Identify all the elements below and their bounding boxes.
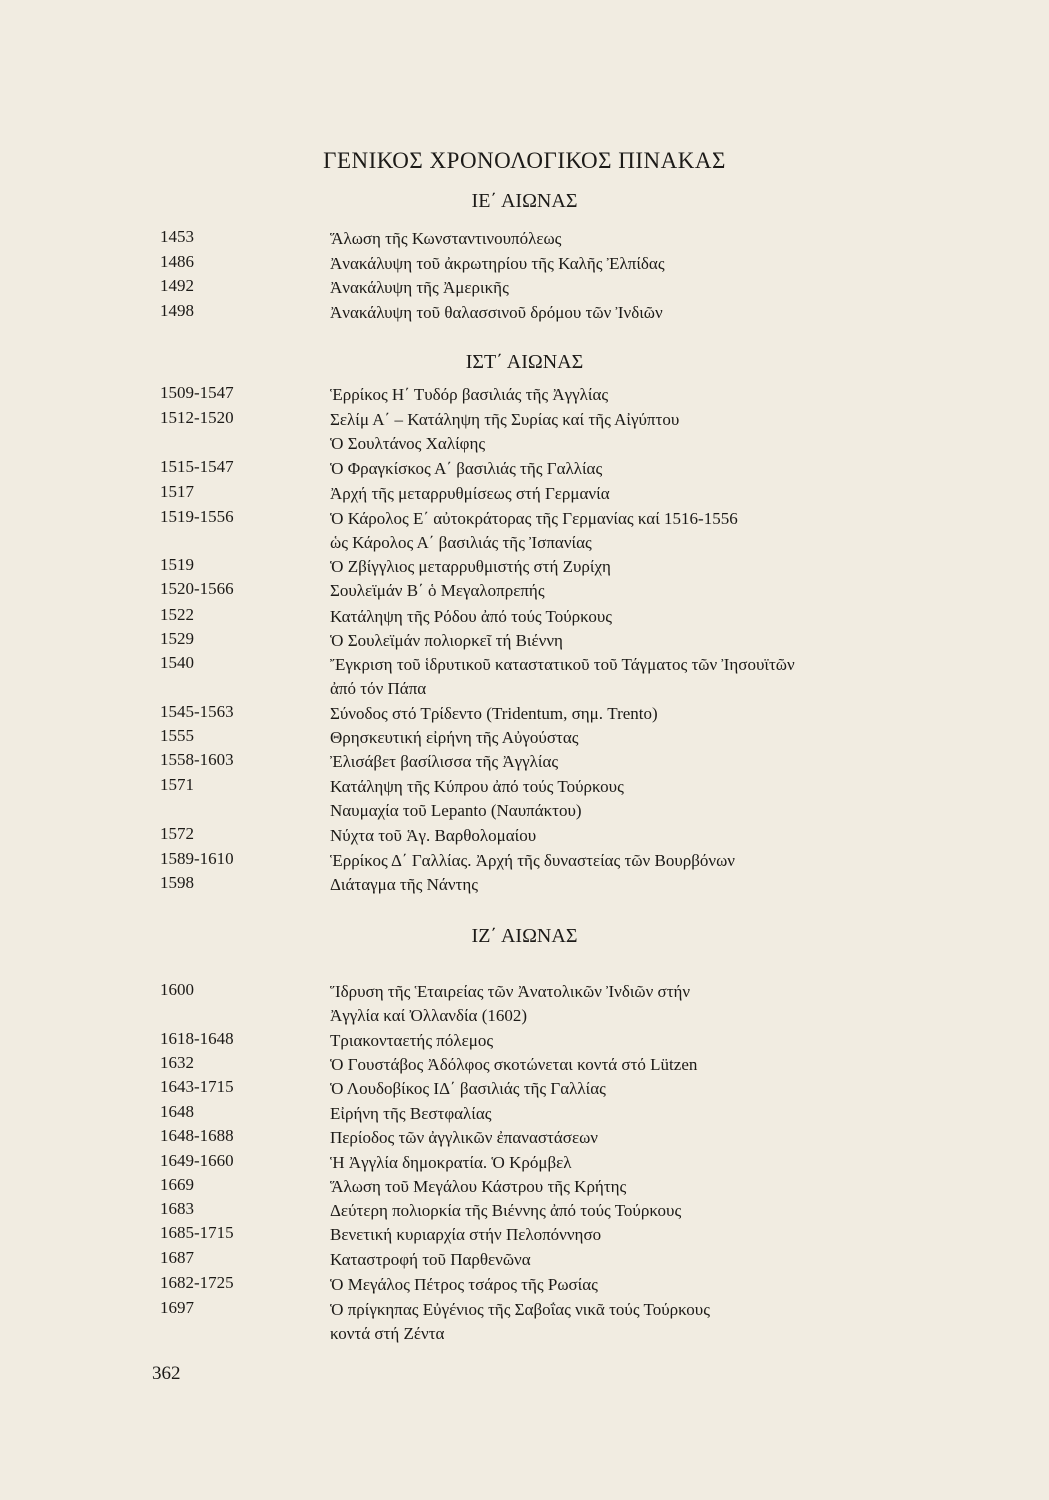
entry-line: Θρησκευτική εἰρήνη τῆς Αὐγούστας [330, 728, 579, 747]
entry-line: Ἀνακάλυψη τοῦ θαλασσινοῦ δρόμου τῶν Ἰνδιῶν [330, 303, 663, 322]
entry-line: Ἀνακάλυψη τῆς Ἀμερικῆς [330, 278, 509, 297]
entry-date: 1486 [160, 252, 194, 271]
entry-line: Ἅλωση τῆς Κωνσταντινουπόλεως [330, 229, 562, 248]
entry-line: Σουλεϊμάν Β΄ ὁ Μεγαλοπρεπής [330, 581, 545, 600]
entry-text [330, 555, 1010, 579]
entry-line: Ἵδρυση τῆς Ἑταιρείας τῶν Ἀνατολικῶν Ἰνδιῶν στήν [330, 982, 691, 1001]
entry-text [330, 629, 1010, 653]
entry-line: Ὁ Φραγκίσκος Α΄ βασιλιάς τῆς Γαλλίας [330, 459, 603, 478]
page-number: 362 [152, 1363, 181, 1384]
entry-line: Καταστροφή τοῦ Παρθενῶνα [330, 1250, 531, 1269]
entry-text [330, 605, 1010, 629]
entry-text [330, 775, 1010, 823]
entry-date: 1648 [160, 1102, 194, 1121]
section-heading-17th-century: ΙΖ΄ ΑΙΩΝΑΣ [471, 925, 578, 947]
entry-line: Ὁ Γουστάβος Ἀδόλφος σκοτώνεται κοντά στό Lützen [330, 1055, 698, 1074]
entry-line: Ὁ Σουλεϊμάν πολιορκεῖ τή Βιέννη [330, 631, 563, 650]
entry-text [330, 653, 1010, 701]
entry-date: 1522 [160, 605, 194, 624]
page-title: ΓΕΝΙΚΟΣ ΧΡΟΝΟΛΟΓΙΚΟΣ ΠΙΝΑΚΑΣ [323, 148, 726, 173]
entry-line: Ἀρχή τῆς μεταρρυθμίσεως στή Γερμανία [330, 484, 610, 503]
entry-date: 1687 [160, 1248, 194, 1267]
entry-line: Ἅλωση τοῦ Μεγάλου Κάστρου τῆς Κρήτης [330, 1177, 627, 1196]
entry-text [330, 1199, 1010, 1223]
section-heading-16th-century: ΙΣΤ΄ ΑΙΩΝΑΣ [465, 351, 584, 373]
entry-text [330, 457, 1010, 481]
entry-date: 1519-1556 [160, 507, 234, 526]
entry-line: Σελίμ Α΄ – Κατάληψη τῆς Συρίας καί τῆς Αἰγύπτου [330, 410, 680, 429]
entry-text [330, 1175, 1010, 1199]
entry-text [330, 1298, 1010, 1346]
entry-date: 1572 [160, 824, 194, 843]
entry-date: 1643-1715 [160, 1077, 234, 1096]
entry-date: 1498 [160, 301, 194, 320]
entry-text [330, 507, 1010, 555]
entry-line: Ὁ πρίγκηπας Εὐγένιος τῆς Σαβοΐας νικᾶ τούς Τούρκους [330, 1300, 710, 1319]
entry-line: Σύνοδος στό Τρίδεντο (Tridentum, σημ. Trento) [330, 704, 658, 723]
entry-line: ἀπό τόν Πάπα [330, 679, 427, 698]
entry-date: 1571 [160, 775, 194, 794]
entry-line: Εἰρήνη τῆς Βεστφαλίας [330, 1104, 492, 1123]
entry-date: 1669 [160, 1175, 194, 1194]
entry-date: 1697 [160, 1298, 194, 1317]
entry-line: Ἀγγλία καί Ὀλλανδία (1602) [330, 1006, 528, 1025]
entry-date: 1515-1547 [160, 457, 234, 476]
entry-date: 1648-1688 [160, 1126, 234, 1145]
entry-date: 1453 [160, 227, 194, 246]
entry-line: κοντά στή Ζέντα [330, 1324, 445, 1343]
entry-text [330, 276, 1010, 300]
entry-text [330, 579, 1010, 603]
entry-line: Νύχτα τοῦ Ἁγ. Βαρθολομαίου [330, 826, 537, 845]
entry-line: Ἐλισάβετ βασίλισσα τῆς Ἀγγλίας [330, 752, 559, 771]
entry-text [330, 1248, 1010, 1272]
entry-text [330, 1102, 1010, 1126]
entry-text [330, 1273, 1010, 1297]
entry-text [330, 383, 1010, 407]
entry-date: 1529 [160, 629, 194, 648]
entry-text [330, 702, 1010, 726]
entry-line: Ἡ Ἀγγλία δημοκρατία. Ὁ Κρόμβελ [330, 1153, 572, 1172]
entry-line: Ὁ Μεγάλος Πέτρος τσάρος τῆς Ρωσίας [330, 1275, 598, 1294]
entry-line: Περίοδος τῶν ἀγγλικῶν ἐπαναστάσεων [330, 1128, 598, 1147]
entry-line: Ἀνακάλυψη τοῦ ἀκρωτηρίου τῆς Καλῆς Ἐλπίδας [330, 254, 665, 273]
entry-text [330, 849, 1010, 873]
entry-date: 1598 [160, 873, 194, 892]
entry-line: Βενετική κυριαρχία στήν Πελοπόννησο [330, 1225, 602, 1244]
entry-text [330, 1029, 1010, 1053]
entry-text [330, 750, 1010, 774]
entry-line: Ἑρρίκος Δ΄ Γαλλίας. Ἀρχή τῆς δυναστείας τῶν Βουρβόνων [330, 851, 735, 870]
entry-date: 1519 [160, 555, 194, 574]
entry-date: 1683 [160, 1199, 194, 1218]
entry-date: 1685-1715 [160, 1223, 234, 1242]
entry-text [330, 1126, 1010, 1150]
entry-date: 1492 [160, 276, 194, 295]
entry-line: Ἔγκριση τοῦ ἱδρυτικοῦ καταστατικοῦ τοῦ Τάγματος τῶν Ἰησουϊτῶν [330, 655, 795, 674]
entry-text [330, 301, 1010, 325]
entry-date: 1682-1725 [160, 1273, 234, 1292]
entry-text [330, 1077, 1010, 1101]
entry-text [330, 1053, 1010, 1077]
entry-text [330, 873, 1010, 897]
entry-text [330, 1151, 1010, 1175]
entry-date: 1558-1603 [160, 750, 234, 769]
entry-text [330, 252, 1010, 276]
entry-text [330, 824, 1010, 848]
entry-date: 1618-1648 [160, 1029, 234, 1048]
entry-text [330, 482, 1010, 506]
entry-date: 1649-1660 [160, 1151, 234, 1170]
entry-line: Ὁ Ζβίγγλιος μεταρρυθμιστής στή Ζυρίχη [330, 557, 611, 576]
section-heading-15th-century: ΙΕ΄ ΑΙΩΝΑΣ [471, 190, 578, 212]
entry-text [330, 227, 1010, 251]
entry-text [330, 408, 1010, 456]
entry-line: Κατάληψη τῆς Κύπρου ἀπό τούς Τούρκους [330, 777, 624, 796]
entry-line: Ὁ Σουλτάνος Χαλίφης [330, 434, 486, 453]
entry-date: 1545-1563 [160, 702, 234, 721]
entry-date: 1512-1520 [160, 408, 234, 427]
entry-line: Διάταγμα τῆς Νάντης [330, 875, 478, 894]
entry-line: ὡς Κάρολος Α΄ βασιλιάς τῆς Ἰσπανίας [330, 533, 592, 552]
entry-date: 1632 [160, 1053, 194, 1072]
entry-date: 1517 [160, 482, 194, 501]
entry-text [330, 726, 1010, 750]
entry-line: Ἑρρίκος Η΄ Τυδόρ βασιλιάς τῆς Ἀγγλίας [330, 385, 609, 404]
entry-date: 1600 [160, 980, 194, 999]
entry-line: Δεύτερη πολιορκία τῆς Βιέννης ἀπό τούς Τούρκους [330, 1201, 682, 1220]
entry-date: 1555 [160, 726, 194, 745]
entry-text [330, 980, 1010, 1028]
entry-line: Ὁ Λουδοβίκος ΙΔ΄ βασιλιάς τῆς Γαλλίας [330, 1079, 606, 1098]
entry-line: Κατάληψη τῆς Ρόδου ἀπό τούς Τούρκους [330, 607, 613, 626]
entry-line: Ὁ Κάρολος Ε΄ αὐτοκράτορας τῆς Γερμανίας καί 1516-1556 [330, 509, 738, 528]
entry-date: 1540 [160, 653, 194, 672]
entry-date: 1589-1610 [160, 849, 234, 868]
entry-date: 1509-1547 [160, 383, 234, 402]
entry-text [330, 1223, 1010, 1247]
entry-line: Ναυμαχία τοῦ Lepanto (Ναυπάκτου) [330, 801, 582, 820]
entry-date: 1520-1566 [160, 579, 234, 598]
entry-line: Τριακονταετής πόλεμος [330, 1031, 494, 1050]
